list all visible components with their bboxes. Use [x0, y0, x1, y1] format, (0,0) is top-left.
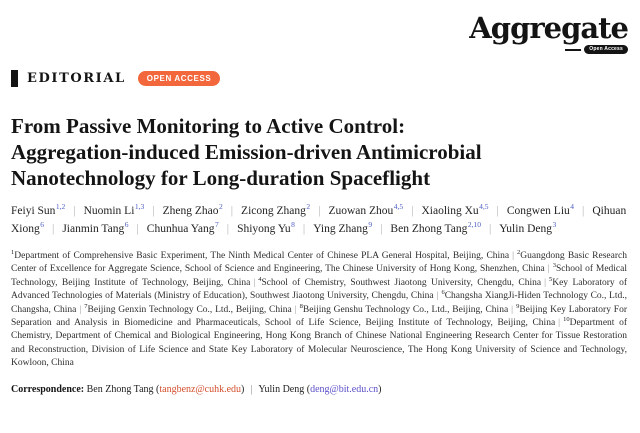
separator-pipe: | [512, 251, 515, 261]
separator-pipe: | [496, 205, 499, 217]
affiliation-superscript: 1 [11, 248, 15, 256]
author-superscript: 2 [218, 202, 223, 212]
article-title [11, 113, 626, 191]
affiliation-text: Guangdong Basic Research Center of Excellence for Aggregate Science, School of Science and Engineering, The Chinese University of Hong Kong, Shenzhen, China [11, 251, 627, 275]
article-title-line: Nanotechnology for Long-duration Spaceflight [11, 166, 431, 190]
separator-pipe: | [136, 223, 139, 235]
affiliation-superscript: 8 [299, 302, 303, 310]
separator-pipe: | [411, 205, 414, 217]
author-superscript: 1,3 [134, 202, 145, 212]
affiliation-entry [11, 248, 510, 261]
separator-pipe: | [582, 205, 585, 217]
separator-pipe: | [380, 223, 383, 235]
author-superscript: 9 [368, 220, 373, 230]
affiliation-superscript: 4 [258, 275, 262, 283]
author-superscript: 4,5 [479, 202, 489, 212]
separator-pipe: | [318, 205, 321, 217]
journal-logo-subline [469, 45, 628, 54]
separator-pipe: | [544, 277, 546, 288]
author-superscript: 6 [124, 220, 129, 230]
journal-logo-text: Aggregate [469, 11, 628, 45]
correspondence-contact [258, 384, 381, 395]
author-name: Yulin Deng [499, 223, 552, 235]
separator-pipe: | [152, 205, 155, 217]
affiliation-text: Department of Chemistry, Department of Chemical and Biological Engineering, Hong Kong Branch of Chinese National Engineering Research Center for Tissue Restoration and Reconstruction, Division of Life Science and State Key Laboratory of Molecular Neuroscience, The Hong Kong University of Science and Technology, Kowloon, China [11, 318, 627, 369]
author-item [390, 220, 481, 235]
author-item [146, 220, 219, 235]
logo-underline-dash [565, 49, 581, 51]
author-superscript: 6 [40, 220, 44, 230]
author-item [62, 220, 129, 235]
separator-pipe: | [250, 384, 253, 395]
affiliation-superscript: 5 [548, 275, 553, 283]
author-superscript: 7 [215, 220, 219, 230]
author-name: Shiyong Yu [237, 223, 291, 235]
correspondence-contact [87, 384, 245, 395]
author-superscript: 4 [570, 202, 575, 212]
logo-open-access-badge: Open Access [584, 45, 628, 54]
editorial-marker-bar [11, 70, 18, 87]
author-item [83, 202, 145, 217]
affiliation-entry [84, 302, 292, 315]
separator-pipe: | [558, 318, 561, 329]
correspondence-line [11, 383, 627, 397]
affiliation-text: Changsha XiangJi-Hiden Technology Co., Ltd., Changsha, China [11, 291, 627, 315]
correspondence-name: Yulin Deng ( [258, 384, 311, 395]
correspondence-contacts [87, 384, 382, 395]
affiliation-superscript: 9 [516, 302, 520, 310]
correspondence-paren: ) [241, 384, 245, 395]
article-title-line: From Passive Monitoring to Active Control: [11, 114, 406, 138]
author-name: Feiyi Sun [11, 205, 56, 217]
separator-pipe: | [52, 223, 55, 235]
separator-pipe: | [488, 223, 492, 235]
author-item [499, 220, 557, 235]
correspondence-name: Ben Zhong Tang ( [86, 384, 160, 395]
author-name: Chunhua Yang [146, 223, 215, 235]
author-superscript: 1,2 [55, 202, 66, 212]
correspondence-label: Correspondence: [11, 384, 85, 395]
author-item [328, 202, 404, 217]
separator-pipe: | [294, 304, 297, 315]
author-name: Nuomin Li [83, 205, 135, 217]
article-type-label: EDITORIAL [27, 71, 126, 86]
article-kicker-row [11, 70, 220, 87]
author-item [237, 220, 295, 235]
author-superscript: 8 [291, 220, 295, 230]
affiliation-superscript: 10 [563, 315, 570, 323]
separator-pipe: | [79, 304, 82, 315]
journal-logo [469, 11, 628, 54]
article-title-line: Aggregation-induced Emission-driven Antimicrobial [11, 140, 482, 164]
author-item [421, 202, 489, 217]
affiliation-superscript: 3 [552, 262, 556, 270]
affiliation-entry [299, 302, 509, 315]
author-item [241, 202, 311, 217]
author-superscript: 2,10 [467, 220, 481, 230]
separator-pipe: | [436, 291, 439, 302]
affiliation-superscript: 6 [441, 289, 445, 297]
separator-pipe: | [302, 223, 306, 235]
author-item [313, 220, 373, 235]
author-name: Jianmin Tang [62, 223, 125, 235]
author-item [11, 202, 66, 217]
author-name: Xiaoling Xu [421, 205, 479, 217]
affiliation-text: Department of Comprehensive Basic Experiment, The Ninth Medical Center of Chinese PLA General Hospital, Beijing, China [14, 251, 510, 261]
author-name: Zuowan Zhou [328, 205, 394, 217]
author-item [162, 202, 223, 217]
separator-pipe: | [547, 264, 550, 275]
affiliation-superscript: 7 [84, 302, 88, 310]
affiliation-text: Beijing Genxin Technology Co., Ltd., Beijing, China [87, 304, 292, 315]
author-name: Qihuan Xiong [11, 205, 627, 235]
author-name: Ben Zhong Tang [390, 223, 468, 235]
author-name: Zicong Zhang [241, 205, 306, 217]
author-name: Zheng Zhao [162, 205, 219, 217]
author-name: Congwen Liu [506, 205, 570, 217]
separator-pipe: | [511, 304, 514, 315]
affiliation-entry [258, 275, 542, 288]
author-item [506, 202, 575, 217]
author-superscript: 3 [552, 220, 557, 230]
author-list [11, 202, 632, 238]
correspondence-paren: ) [378, 384, 382, 395]
author-superscript: 2 [306, 202, 311, 212]
affiliations-block [11, 250, 627, 371]
email-link[interactable]: deng@bit.edu.cn [310, 384, 379, 395]
separator-pipe: | [230, 205, 234, 217]
affiliation-text: Key Laboratory of Advanced Technologies of Materials (Ministry of Education), Southwest Jiaotong University, Chengdu, China [11, 277, 627, 302]
affiliation-text: Beijing Key Laboratory For Separation and Analysis in Biomedicine and Pharmaceuticals, School of Life Science, Beijing Institute of Technology, Beijing, China [11, 304, 627, 329]
affiliation-text: Beijing Genshu Technology Co., Ltd., Beijing, China [302, 304, 509, 315]
email-link[interactable]: tangbenz@cuhk.edu [159, 384, 242, 395]
author-superscript: 4,5 [393, 202, 404, 212]
affiliation-text: School of Medical Technology, Beijing Institute of Technology, Beijing, China [11, 264, 627, 288]
open-access-badge: OPEN ACCESS [138, 71, 221, 86]
affiliation-superscript: 2 [517, 248, 521, 256]
separator-pipe: | [253, 277, 256, 288]
separator-pipe: | [226, 223, 230, 235]
author-name: Ying Zhang [313, 223, 368, 235]
affiliation-text: School of Chemistry, Southwest Jiaotong University, Chengdu, China [261, 277, 542, 288]
separator-pipe: | [73, 205, 76, 217]
